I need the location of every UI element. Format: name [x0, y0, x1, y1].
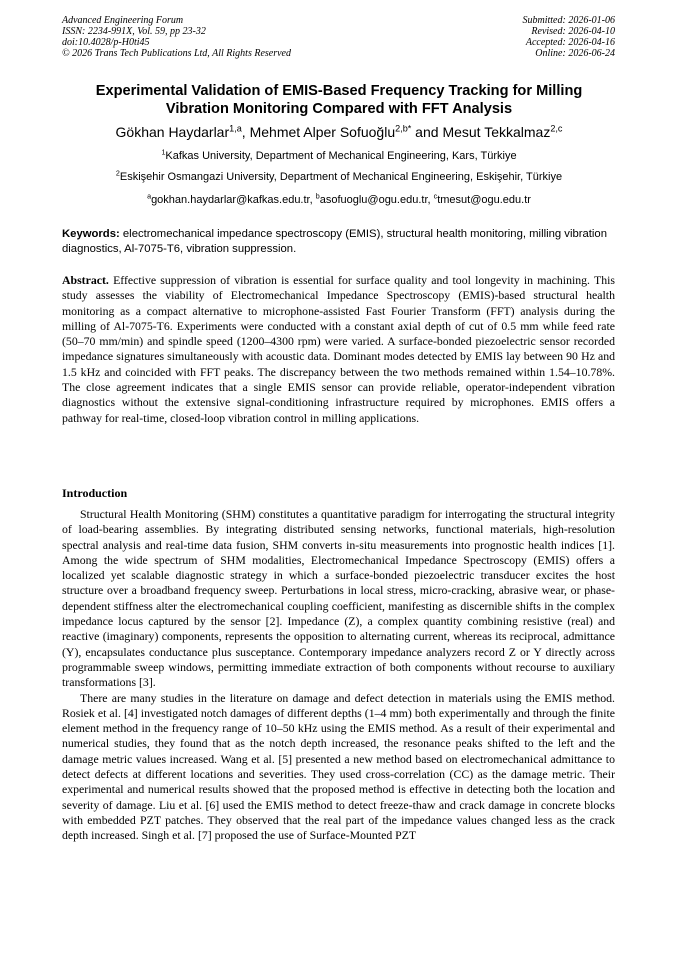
abstract-text: Effective suppression of vibration is essential for surface quality and tool longevity in machining. This study assesses the viability of Electromechanical Impedance Spectroscopy (EMIS)-based structural health monitoring as a compact alternative to microphone-assisted Fast Fourier Transform (FFT) analysis during the milling of Al-7075-T6. Experiments were conducted with a constant axial depth of cut of 0.5 mm while feed rate (50–70 mm/min) and spindle speed (1200–4300 rpm) were varied. A surface-bonded piezoelectric sensor recorded impedance signatures simultaneously with acoustic data. Dominant modes detected by EMIS lay between 90 Hz and 1.5 kHz and coincided with FFT peaks. The discrepancy between the two methods remained within 1.54–10.78%. The close agreement indicates that a single EMIS sensor can provide reliable, operator-independent vibration diagnostics without the extensive signal-conditioning infrastructure required by microphones. EMIS offers a pathway for real-time, closed-loop vibration control in milling applications.	[62, 273, 615, 425]
keywords-block	[62, 227, 615, 256]
email-sup: a	[147, 192, 152, 201]
author-list	[40, 123, 638, 141]
journal-name: Advanced Engineering Forum	[62, 15, 184, 26]
email-text: gokhan.haydarlar@kafkas.edu.tr,	[151, 194, 316, 206]
journal-header-right	[523, 15, 616, 59]
affiliation-sup: 2	[115, 169, 120, 178]
paragraph: There are many studies in the literature on damage and defect detection in materials using the EMIS method. Rosiek et al. [4] investigated notch damages of different depths (1–4 mm) both experimentally and through the finite element method in the frequency range of 10–50 kHz using the EMIS method. As a result of their experimental and numerical studies, they found that as the notch depth increased, the resonance peaks shifted to the left and the damage metric values increased. Wang et al. [5] presented a new method based on electromechanical admittance to detect defects at different locations and severities. They used cross-correlation (CC) as the damage metric. Their experimental and numerical results showed that the proposed method is effective in detecting both the location and severity of damage. Liu et al. [6] used the EMIS method to detect freeze-thaw and crack damage in concrete blocks with embedded PZT patches. They observed that the real part of the impedance values changed less as the crack depth increased. Singh et al. [7] proposed the use of Surface-Mounted PZT	[62, 690, 615, 843]
date-revised: Revised: 2026-04-10	[531, 26, 615, 37]
journal-issn: ISSN: 2234-991X, Vol. 59, pp 23-32	[62, 26, 206, 37]
affiliation-text: Kafkas University, Department of Mechanical Engineering, Kars, Türkiye	[165, 150, 517, 162]
author-name: Gökhan Haydarlar	[115, 124, 230, 140]
title-line-1: Experimental Validation of EMIS-Based Frequency Tracking for Milling	[95, 83, 583, 99]
email-text: asofuoglu@ogu.edu.tr,	[319, 194, 434, 206]
author-sup: 2,c	[550, 123, 563, 134]
abstract-block	[62, 273, 615, 426]
keywords-text: electromechanical impedance spectroscopy (EMIS), structural health monitoring, milling vibration diagnostics, Al-7075-T6, vibration suppression.	[62, 228, 607, 255]
journal-header-left	[62, 15, 291, 59]
date-submitted: Submitted: 2026-01-06	[522, 15, 615, 26]
title-line-2: Vibration Monitoring Compared with FFT Analysis	[165, 101, 513, 117]
author-name: Mehmet Alper Sofuoğlu	[249, 124, 396, 140]
email-sup: c	[433, 192, 438, 201]
date-accepted: Accepted: 2026-04-16	[525, 37, 615, 48]
section-heading-introduction: Introduction	[62, 486, 128, 500]
paragraph: Structural Health Monitoring (SHM) constitutes a quantitative paradigm for interrogating the structural integrity of load-bearing assemblies. By integrating distributed sensing networks, functional materials, high-resolution spectral analysis and real-time data fusion, SHM converts in-situ measurements into prognostic health indices [1]. Among the wide spectrum of SHM modalities, Electromechanical Impedance Spectroscopy (EMIS) offers a localized yet scalable diagnostic strategy in which a surface-bonded piezoelectric transducer excites the host structure over a broadband frequency sweep. Perturbations in local stress, micro-cracking, abrasive wear, or phase-dependent stiffness alter the electromechanical coupling coefficient, manifesting as discernible shifts in the complex impedance locus captured by the sensor [2]. Impedance (Z), a complex quantity combining resistive (real) and reactive (imaginary) components, represents the opposition to alternating current, whereas its reciprocal, admittance (Y), encapsulates conductance plus susceptance. Contemporary impedance analyzers record Z or Y directly across programmable sweep windows, permitting immediate extraction of both components without recourse to auxiliary transformations [3].	[62, 507, 615, 690]
abstract-label: Abstract.	[62, 273, 109, 287]
author-sup: 2,b*	[395, 123, 412, 134]
journal-doi: doi:10.4028/p-H0ti45	[62, 37, 150, 48]
affiliation-text: Eskişehir Osmangazi University, Department of Mechanical Engineering, Eskişehir, Türkiye	[119, 171, 563, 183]
author-separator: and	[411, 124, 443, 140]
author-emails	[40, 194, 638, 207]
date-online: Online: 2026-06-24	[535, 48, 615, 59]
email-text: tmesut@ogu.edu.tr	[437, 194, 531, 206]
journal-copyright: © 2026 Trans Tech Publications Ltd, All Rights Reserved	[62, 48, 291, 59]
keywords-label: Keywords:	[62, 228, 120, 240]
affiliation-sup: 1	[161, 148, 166, 157]
affiliation-2	[40, 171, 638, 184]
paper-title	[40, 82, 638, 118]
introduction-body	[62, 507, 615, 844]
email-sup: b	[315, 192, 320, 201]
affiliation-1	[40, 150, 638, 163]
author-name: Mesut Tekkalmaz	[442, 124, 551, 140]
author-separator: ,	[241, 124, 250, 140]
author-sup: 1,a	[229, 123, 242, 134]
